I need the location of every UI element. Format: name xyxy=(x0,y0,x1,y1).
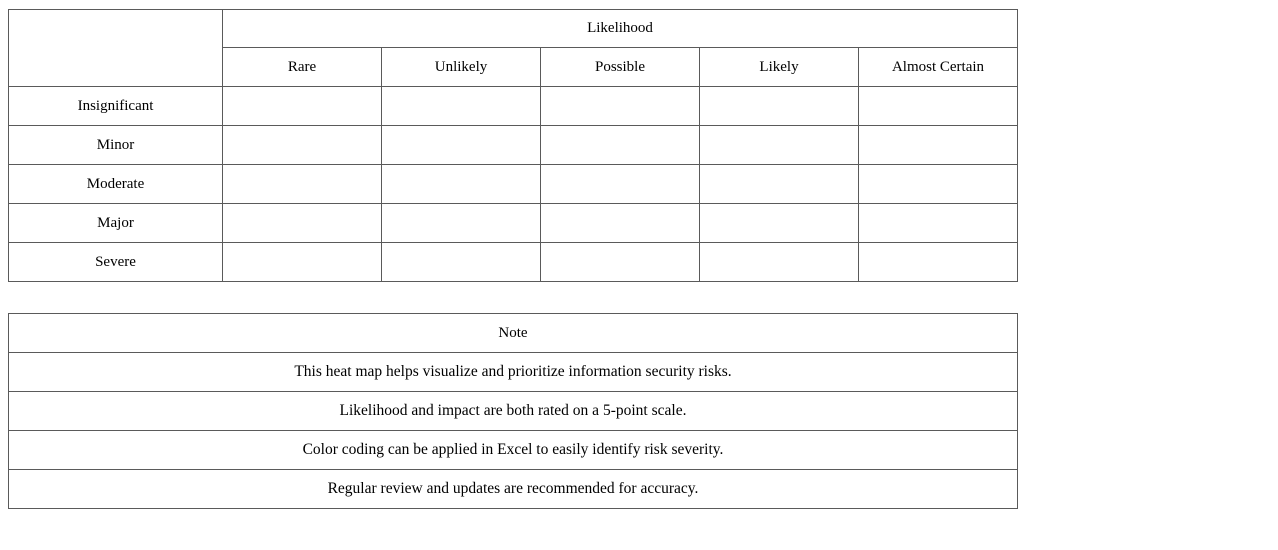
note-item-4: Regular review and updates are recommended for accuracy. xyxy=(9,470,1018,509)
likelihood-header-possible: Possible xyxy=(541,48,700,87)
matrix-cell-moderate-unlikely[interactable] xyxy=(382,165,541,204)
matrix-cell-minor-likely[interactable] xyxy=(700,126,859,165)
matrix-cell-major-rare[interactable] xyxy=(223,204,382,243)
matrix-cell-minor-almost-certain[interactable] xyxy=(859,126,1018,165)
note-table xyxy=(8,313,1018,509)
note-item-3: Color coding can be applied in Excel to easily identify risk severity. xyxy=(9,431,1018,470)
note-item-1: This heat map helps visualize and prioritize information security risks. xyxy=(9,353,1018,392)
matrix-cell-major-possible[interactable] xyxy=(541,204,700,243)
table-row xyxy=(9,353,1018,392)
matrix-cell-severe-rare[interactable] xyxy=(223,243,382,282)
table-row-note-header xyxy=(9,314,1018,353)
table-row xyxy=(9,392,1018,431)
matrix-cell-moderate-almost-certain[interactable] xyxy=(859,165,1018,204)
matrix-cell-insignificant-almost-certain[interactable] xyxy=(859,87,1018,126)
table-row xyxy=(9,87,1018,126)
matrix-cell-minor-possible[interactable] xyxy=(541,126,700,165)
table-row xyxy=(9,204,1018,243)
table-row xyxy=(9,165,1018,204)
impact-label-minor: Minor xyxy=(9,126,223,165)
matrix-cell-major-likely[interactable] xyxy=(700,204,859,243)
likelihood-header-unlikely: Unlikely xyxy=(382,48,541,87)
note-table-header: Note xyxy=(9,314,1018,353)
risk-heatmap-table xyxy=(8,9,1018,282)
matrix-cell-minor-rare[interactable] xyxy=(223,126,382,165)
table-row xyxy=(9,470,1018,509)
impact-label-severe: Severe xyxy=(9,243,223,282)
matrix-cell-insignificant-rare[interactable] xyxy=(223,87,382,126)
note-item-2: Likelihood and impact are both rated on a 5-point scale. xyxy=(9,392,1018,431)
matrix-cell-moderate-rare[interactable] xyxy=(223,165,382,204)
matrix-cell-severe-possible[interactable] xyxy=(541,243,700,282)
impact-label-moderate: Moderate xyxy=(9,165,223,204)
matrix-cell-severe-almost-certain[interactable] xyxy=(859,243,1018,282)
matrix-cell-insignificant-unlikely[interactable] xyxy=(382,87,541,126)
matrix-cell-moderate-possible[interactable] xyxy=(541,165,700,204)
likelihood-header-almost-certain: Almost Certain xyxy=(859,48,1018,87)
matrix-cell-severe-likely[interactable] xyxy=(700,243,859,282)
matrix-cell-moderate-likely[interactable] xyxy=(700,165,859,204)
likelihood-group-header: Likelihood xyxy=(223,10,1018,48)
matrix-cell-major-almost-certain[interactable] xyxy=(859,204,1018,243)
note-table-container xyxy=(8,313,1018,509)
matrix-cell-minor-unlikely[interactable] xyxy=(382,126,541,165)
table-row xyxy=(9,243,1018,282)
risk-heatmap-table-container xyxy=(8,9,1018,282)
table-row xyxy=(9,126,1018,165)
matrix-cell-severe-unlikely[interactable] xyxy=(382,243,541,282)
table-row-group-header xyxy=(9,10,1018,48)
table-row xyxy=(9,431,1018,470)
impact-label-insignificant: Insignificant xyxy=(9,87,223,126)
likelihood-header-likely: Likely xyxy=(700,48,859,87)
matrix-cell-insignificant-likely[interactable] xyxy=(700,87,859,126)
matrix-corner-cell xyxy=(9,10,223,87)
likelihood-header-rare: Rare xyxy=(223,48,382,87)
matrix-cell-insignificant-possible[interactable] xyxy=(541,87,700,126)
impact-label-major: Major xyxy=(9,204,223,243)
matrix-cell-major-unlikely[interactable] xyxy=(382,204,541,243)
